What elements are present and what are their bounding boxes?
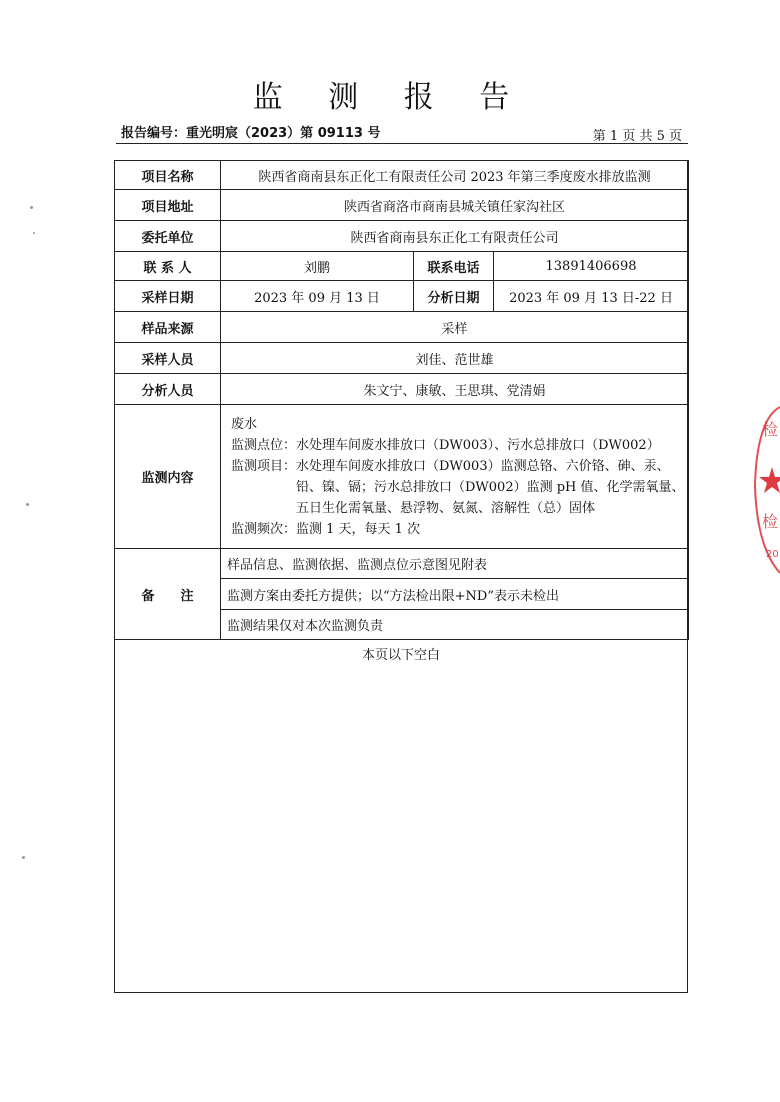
row-source xyxy=(115,312,689,343)
analysis-date-label: 分析日期 xyxy=(414,281,494,312)
info-table xyxy=(114,160,689,640)
monitor-label: 监测内容 xyxy=(115,405,221,549)
remarks-label: 备 注 xyxy=(115,549,221,640)
phone-label: 联系电话 xyxy=(414,252,494,281)
blank-note: 本页以下空白 xyxy=(361,648,440,663)
scan-speck xyxy=(22,856,25,859)
analysis-date-value: 2023 年 09 月 13 日-22 日 xyxy=(494,281,689,312)
source-label: 样品来源 xyxy=(115,312,221,343)
client-label: 委托单位 xyxy=(115,221,221,252)
report-number: 报告编号：重光明宸（2023）第 09113 号 xyxy=(121,126,381,141)
row-remark-1 xyxy=(115,549,689,579)
header-rule xyxy=(116,143,688,144)
scan-speck xyxy=(33,232,35,234)
project-name-value: 陕西省商南县东正化工有限责任公司 2023 年第三季度废水排放监测 xyxy=(221,161,689,190)
client-value: 陕西省商南县东正化工有限责任公司 xyxy=(221,221,689,252)
phone-value: 13891406698 xyxy=(494,252,689,281)
monitor-line: 五日生化需氧量、悬浮物、氨氮、溶解性（总）固体 xyxy=(296,500,596,516)
sample-date-label: 采样日期 xyxy=(115,281,221,312)
monitor-content xyxy=(221,405,689,549)
page-info: 第 1 页 共 5 页 xyxy=(592,129,682,144)
monitor-line: 监测点位：水处理车间废水排放口（DW003）、污水总排放口（DW002） xyxy=(231,437,660,453)
analyst-label: 分析人员 xyxy=(115,374,221,405)
source-value: 采样 xyxy=(221,312,689,343)
monitor-line: 废水 xyxy=(231,416,258,432)
analyst-value: 朱文宁、康敏、王思琪、党清娟 xyxy=(221,374,689,405)
row-client xyxy=(115,221,689,252)
row-samplers xyxy=(115,343,689,374)
scan-speck xyxy=(26,503,29,506)
report-title: 监 测 报 告 xyxy=(252,80,528,115)
row-project-addr xyxy=(115,190,689,221)
row-analysts xyxy=(115,374,689,405)
row-project-name xyxy=(115,161,689,190)
remark-item: 样品信息、监测依据、监测点位示意图见附表 xyxy=(221,549,689,579)
sample-date-value: 2023 年 09 月 13 日 xyxy=(221,281,414,312)
project-addr-label: 项目地址 xyxy=(115,190,221,221)
remark-item: 监测方案由委托方提供；以“方法检出限+ND”表示未检出 xyxy=(221,579,689,610)
scan-speck xyxy=(30,206,33,209)
svg-text:检: 检 xyxy=(762,512,779,531)
contact-value: 刘鹏 xyxy=(221,252,414,281)
project-name-label: 项目名称 xyxy=(115,161,221,190)
sampler-value: 刘佳、范世雄 xyxy=(221,343,689,374)
svg-text:20: 20 xyxy=(766,549,779,560)
seal-stamp xyxy=(754,405,780,575)
row-dates xyxy=(115,281,689,312)
project-addr-value: 陕西省商洛市商南县城关镇任家沟社区 xyxy=(221,190,689,221)
sampler-label: 采样人员 xyxy=(115,343,221,374)
remark-item: 监测结果仅对本次监测负责 xyxy=(221,610,689,640)
monitor-line: 监测项目：水处理车间废水排放口（DW003）监测总铬、六价铬、砷、汞、 xyxy=(231,458,670,474)
monitor-line: 铅、镍、镉；污水总排放口（DW002）监测 pH 值、化学需氧量、 xyxy=(296,479,685,495)
contact-label: 联 系 人 xyxy=(115,252,221,281)
monitor-line: 监测频次：监测 1 天，每天 1 次 xyxy=(231,521,421,537)
row-monitor xyxy=(115,405,689,549)
row-contact xyxy=(115,252,689,281)
svg-text:检: 检 xyxy=(762,420,779,439)
